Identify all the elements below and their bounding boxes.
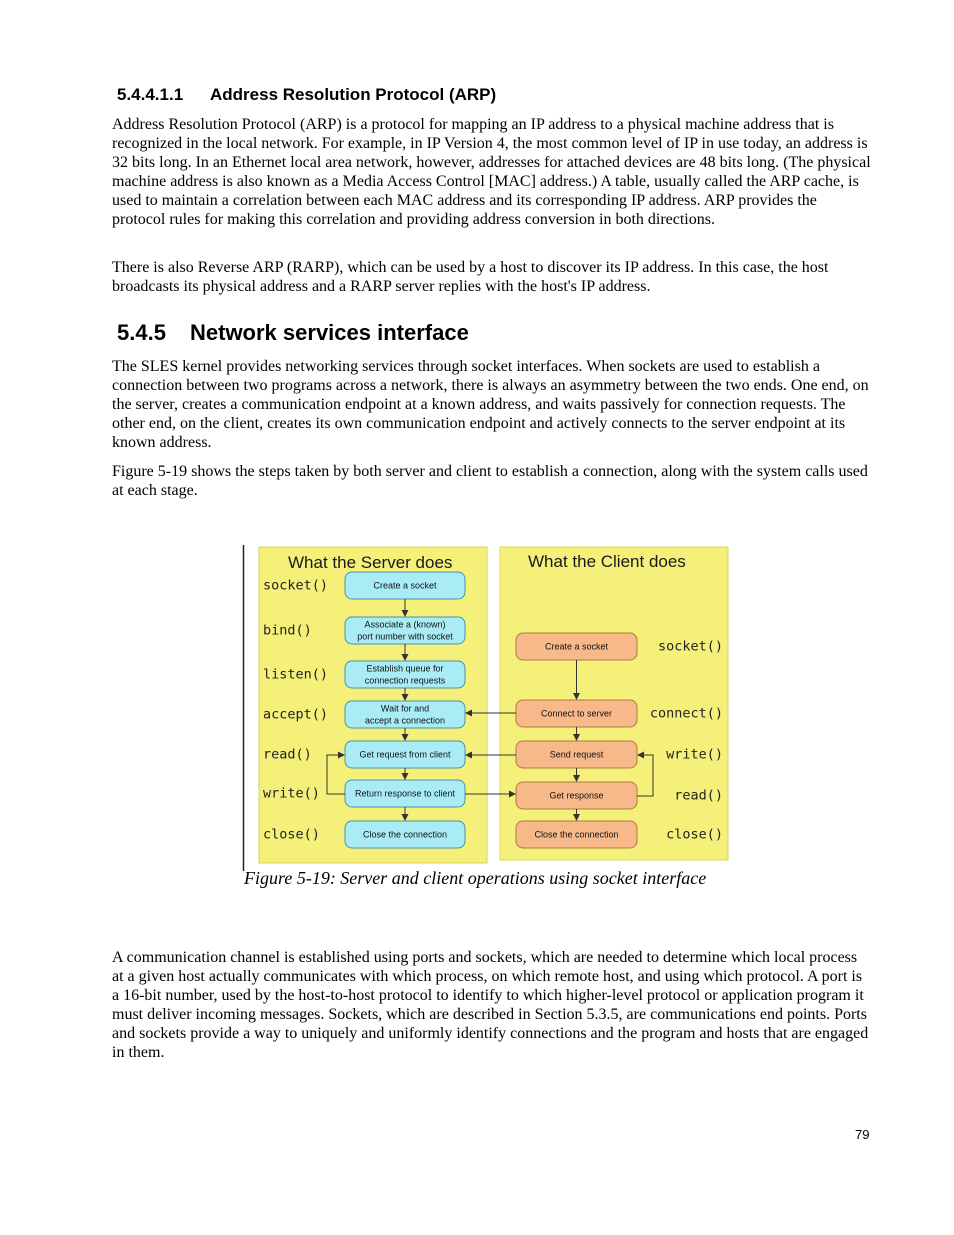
client-call-label: close() <box>666 826 723 843</box>
section-title: Address Resolution Protocol (ARP) <box>210 85 497 104</box>
server-call-label: write() <box>263 785 320 802</box>
server-step-label: Associate a (known) <box>364 619 446 630</box>
page-number: 79 <box>855 1127 870 1142</box>
server-call-label: accept() <box>263 706 329 723</box>
socket-flow-figure <box>241 545 739 871</box>
server-step-label: Get request from client <box>359 749 451 760</box>
paragraph-nsi-1: The SLES kernel provides networking services through socket interfaces. When sockets are used to establish a connection between two programs across a network, there is always an asymmetry between the two ends. One end, on the server, creates a communication endpoint at a known address, and waits passively for connection requests. The other end, on the client, creates its own communication endpoint and actively connects to the server endpoint at its known address. <box>112 358 869 451</box>
paragraph-nsi-3: A communication channel is established using ports and sockets, which are needed to determine which local process at a given host actually communicates with which process, on which remote host, and using which protocol. A port is a 16-bit number, used by the host-to-host protocol to identify to which higher-level protocol or application program it must deliver incoming messages. Sockets, which are described in Section 5.3.5, are communications end points. Ports and sockets provide a way to uniquely and uniformly identify connections and the program and hosts that are engaged in them. <box>112 949 869 1061</box>
section-title: Network services interface <box>190 320 469 345</box>
server-call-label: read() <box>263 746 312 763</box>
server-step-label: Return response to client <box>354 788 456 799</box>
client-call-label: socket() <box>657 638 723 655</box>
section-heading-network-services <box>117 320 469 346</box>
client-step-label: Connect to server <box>540 708 613 719</box>
client-step-label: Create a socket <box>544 641 609 652</box>
server-step-label: accept a connection <box>364 715 446 726</box>
client-step-label: Close the connection <box>534 829 619 840</box>
server-call-label: close() <box>263 826 320 843</box>
server-call-label: listen() <box>263 666 329 683</box>
server-panel-title: What the Server does <box>288 553 453 572</box>
server-call-label: socket() <box>263 577 329 594</box>
client-step-label: Send request <box>549 749 604 760</box>
section-heading-arp <box>117 85 496 105</box>
figure-caption: Figure 5-19: Server and client operations using socket interface <box>244 868 707 888</box>
section-number: 5.4.4.1.1 <box>117 85 184 104</box>
server-call-label: bind() <box>263 622 312 639</box>
server-step-label: port number with socket <box>357 631 453 642</box>
section-number: 5.4.5 <box>117 320 166 345</box>
server-step-label: Close the connection <box>362 829 448 840</box>
client-call-label: read() <box>674 787 723 804</box>
client-panel-title: What the Client does <box>528 552 686 571</box>
client-call-label: connect() <box>649 705 723 722</box>
server-step-label: Wait for and <box>380 703 430 714</box>
server-step-label: connection requests <box>364 675 446 686</box>
server-step-label: Create a socket <box>373 580 437 591</box>
server-step-label: Establish queue for <box>366 663 444 674</box>
client-step-label: Get response <box>549 790 604 801</box>
client-call-label: write() <box>666 746 723 763</box>
socket-flow-diagram <box>241 545 739 871</box>
paragraph-arp-2: There is also Reverse ARP (RARP), which can be used by a host to discover its IP address. In this case, the host broadcasts its physical address and a RARP server replies with the host's IP address. <box>112 259 829 295</box>
paragraph-nsi-2: Figure 5-19 shows the steps taken by both server and client to establish a connection, along with the system calls used at each stage. <box>112 463 868 499</box>
paragraph-arp-1: Address Resolution Protocol (ARP) is a protocol for mapping an IP address to a physical machine address that is recognized in the local network. For example, in IP Version 4, the most common level of IP in use today, an address is 32 bits long. In an Ethernet local area network, however, addresses for attached devices are 48 bits long. (The physical machine address is also known as a Media Access Control [MAC] address.) A table, usually called the ARP cache, is used to maintain a correlation between each MAC address and its corresponding IP address. ARP provides the protocol rules for making this correlation and providing address conversion in both directions. <box>112 116 871 228</box>
